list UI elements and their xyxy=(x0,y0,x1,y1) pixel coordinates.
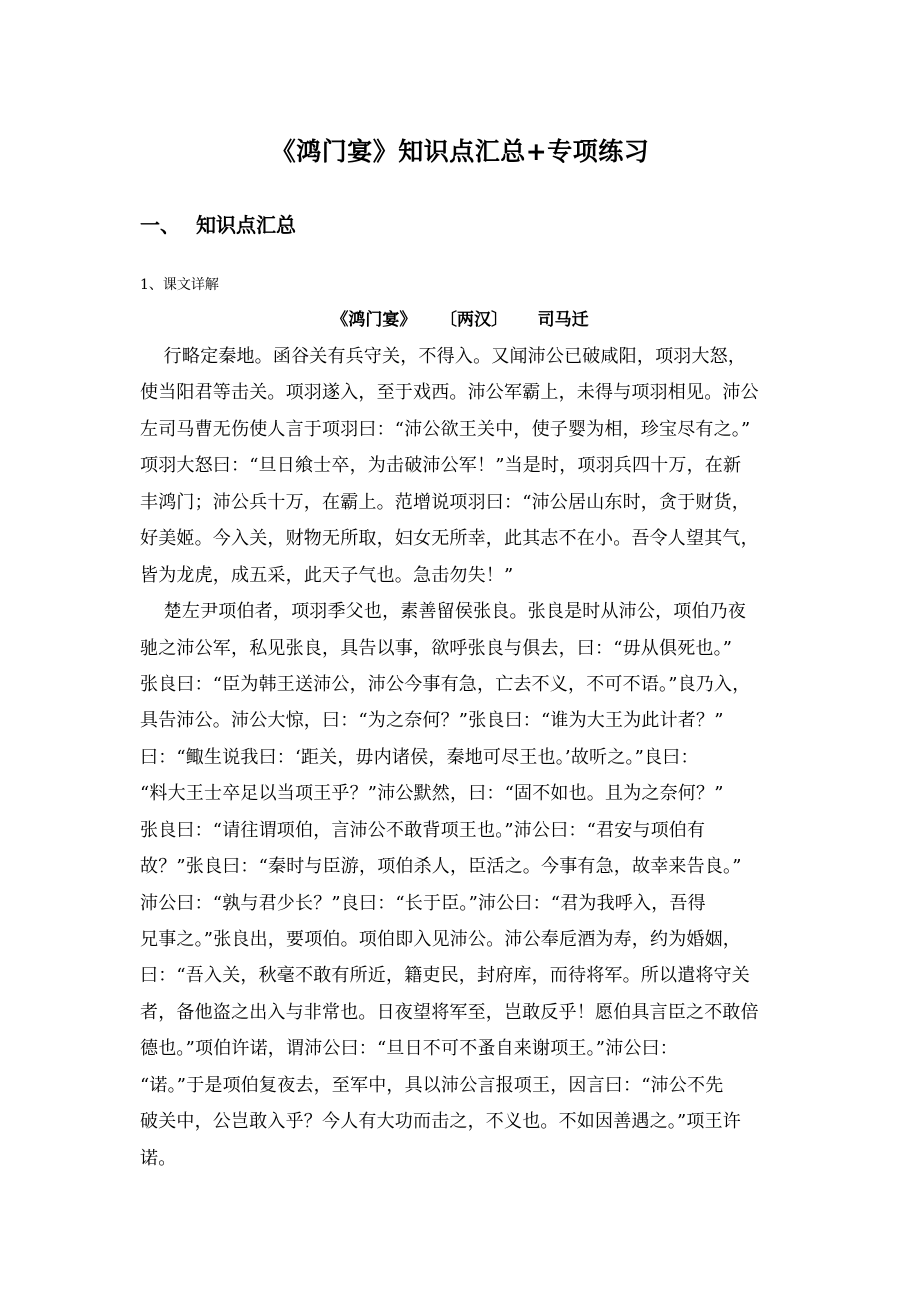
text-line: 左司马曹无伤使人言于项羽曰：“沛公欲王关中，使子婴为相，珍宝尽有之。” xyxy=(140,418,751,440)
text-line: “诺。”于是项伯复夜去，至军中，具以沛公言报项王，因言曰：“沛公不先 xyxy=(140,1074,724,1096)
text-line: 者，备他盗之出入与非常也。日夜望将军至，岂敢反乎！愿伯具言臣之不敢倍 xyxy=(140,1001,759,1023)
section-title: 知识点汇总 xyxy=(196,213,296,237)
text-line: 兄事之。”张良出，要项伯。项伯即入见沛公。沛公奉卮酒为寿，约为婚姻， xyxy=(140,929,741,950)
section-heading xyxy=(140,209,296,238)
text-line: 行略定秦地。函谷关有兵守关，不得入。又闻沛公已破咸阳，项羽大怒， xyxy=(140,346,747,367)
text-line: 楚左尹项伯者，项羽季父也，素善留侯张良。张良是时从沛公，项伯乃夜 xyxy=(140,601,747,623)
text-title-author: 《鸿门宴》 〔两汉〕 司马迁 xyxy=(331,310,589,330)
text-line: 沛公曰：“孰与君少长？”良曰：“长于臣。”沛公曰：“君为我呼入，吾得 xyxy=(140,892,706,914)
section-number: 一、 xyxy=(140,213,180,237)
subsection-heading: 1、课文详解 xyxy=(140,277,219,293)
text-line: 曰：“吾入关，秋毫不敢有所近，籍吏民，封府库，而待将军。所以遣将守关 xyxy=(140,965,750,987)
text-line: 故？”张良曰：“秦时与臣游，项伯杀人，臣活之。今事有急，故幸来告良。” xyxy=(140,856,742,878)
text-line: 具告沛公。沛公大惊，曰：“为之奈何？”张良曰：“谁为大王为此计者？” xyxy=(140,710,724,732)
text-line: 张良曰：“请往谓项伯，言沛公不敢背项王也。”沛公曰：“君安与项伯有 xyxy=(140,819,706,841)
text-line: “料大王士卒足以当项王乎？”沛公默然，曰：“固不如也。且为之奈何？” xyxy=(140,783,724,805)
classical-text-body xyxy=(140,339,800,1177)
text-line: 驰之沛公军，私见张良，具告以事，欲呼张良与俱去，曰：“毋从俱死也。” xyxy=(140,637,733,659)
text-line: 皆为龙虎，成五采，此天子气也。急击勿失！” xyxy=(140,564,514,586)
text-line: 破关中，公岂敢入乎？今人有大功而击之，不义也。不如因善遇之。”项王许 xyxy=(140,1111,741,1133)
text-line: 德也。”项伯许诺，谓沛公曰：“旦日不可不蚤自来谢项王。”沛公曰： xyxy=(140,1038,679,1060)
text-line: 诺。 xyxy=(140,1147,177,1169)
text-line: 张良曰：“臣为韩王送沛公，沛公今事有急，亡去不义，不可不语。”良乃入， xyxy=(140,673,751,695)
text-line: 丰鸿门；沛公兵十万，在霸上。范增说项羽曰：“沛公居山东时，贪于财货， xyxy=(140,491,750,513)
text-line: 好美姬。今入关，财物无所取，妇女无所幸，此其志不在小。吾令人望其气， xyxy=(140,528,759,550)
text-line: 曰：“鲰生说我曰：‘距关，毋内诸侯，秦地可尽王也。’故听之。”良曰： xyxy=(140,746,699,768)
document-title: 《鸿门宴》知识点汇总+专项练习 xyxy=(270,137,650,166)
text-line: 使当阳君等击关。项羽遂入，至于戏西。沛公军霸上，未得与项羽相见。沛公 xyxy=(140,382,759,404)
text-line: 项羽大怒曰：“旦日飨士卒，为击破沛公军！”当是时，项羽兵四十万，在新 xyxy=(140,455,742,477)
